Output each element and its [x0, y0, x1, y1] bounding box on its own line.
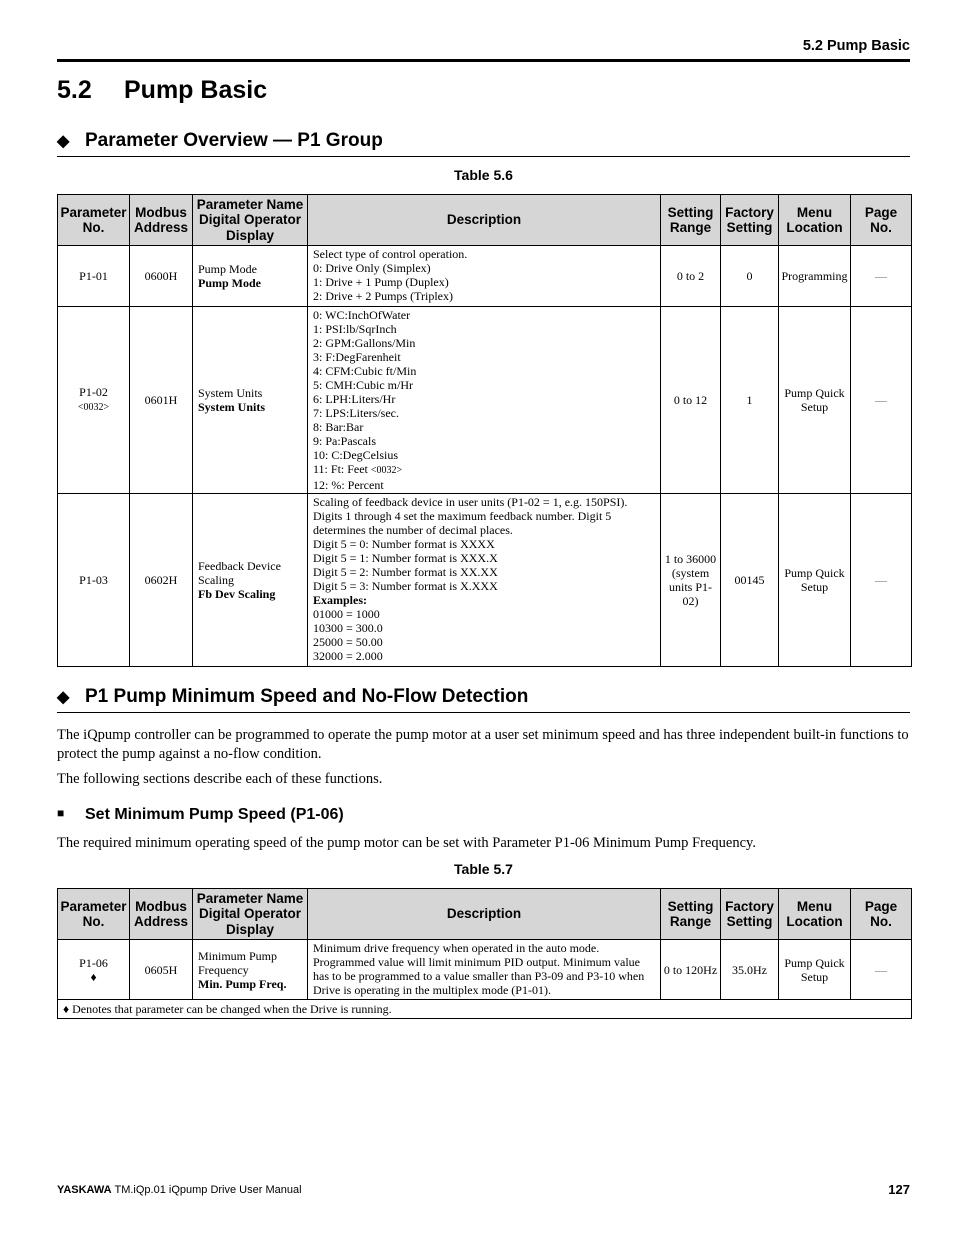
header-rule [57, 59, 910, 62]
header-param-no: Parameter No. [58, 889, 130, 940]
page-no: — [851, 940, 912, 1000]
table-row [58, 307, 912, 494]
modbus-address: 0600H [130, 246, 193, 307]
header-param-name: Parameter Name Digital Operator Display [193, 195, 308, 246]
header-param-name: Parameter Name Digital Operator Display [193, 889, 308, 940]
table-5-7-caption: Table 5.7 [454, 861, 513, 877]
setting-range: 0 to 2 [661, 246, 721, 307]
header-description: Description [308, 195, 661, 246]
setting-range: 0 to 120Hz [661, 940, 721, 1000]
header-param-no: Parameter No. [58, 195, 130, 246]
modbus-address: 0601H [130, 307, 193, 494]
page-no: — [851, 246, 912, 307]
header-factory-setting: Factory Setting [721, 195, 779, 246]
run-changeable-diamond-icon: ♦ [90, 969, 97, 984]
footer-manual-title: YASKAWA TM.iQp.01 iQpump Drive User Manual [57, 1184, 302, 1196]
header-menu-location: Menu Location [779, 195, 851, 246]
subsection-heading: ■ Set Minimum Pump Speed (P1-06) [57, 806, 344, 823]
running-header: 5.2 Pump Basic [802, 38, 910, 54]
param-no: P1-02 <0032> [58, 307, 130, 494]
header-page-no: Page No. [851, 889, 912, 940]
description: Scaling of feedback device in user units (P1-02 = 1, e.g. 150PSI). Digits 1 through 4 set the maximum feedback number. Digit 5 determines the number of decimal places. Digit 5 = 0: Number format is XXXX Digit 5 = 1: Number format is XXX.X Digit 5 = 2: Number format is XX.XX Digit 5 = 3: Number format is X.XXX Examples: 01000 = 1000 10300 = 300.0 25000 = 50.00 32000 = 2.000 [308, 494, 661, 667]
factory-setting: 35.0Hz [721, 940, 779, 1000]
page-title-number: 5.2 [57, 76, 92, 104]
header-modbus: Modbus Address [130, 889, 193, 940]
page-number: 127 [888, 1182, 910, 1197]
square-bullet-icon: ■ [57, 806, 65, 820]
modbus-address: 0602H [130, 494, 193, 667]
description: 0: WC:InchOfWater 1: PSI:lb/SqrInch 2: GPM:Gallons/Min 3: F:DegFarenheit 4: CFM:Cubic ft/Min 5: CMH:Cubic m/Hr 6: LPH:Liters/Hr 7: LPS:Liters/sec. 8: Bar:Bar 9: Pa:Pascals 10: C:DegCelsius 11: Ft: Feet <0032> 12: %: Percent [308, 307, 661, 494]
param-no: P1-01 [58, 246, 130, 307]
header-setting-range: Setting Range [661, 195, 721, 246]
factory-setting: 0 [721, 246, 779, 307]
paragraph: The required minimum operating speed of the pump motor can be set with Parameter P1-06 Minimum Pump Frequency. [57, 835, 756, 851]
table-row [58, 940, 912, 1000]
header-setting-range: Setting Range [661, 889, 721, 940]
diamond-bullet-icon: ◆ [57, 133, 70, 150]
section-heading-text: Parameter Overview — P1 Group [85, 130, 383, 151]
table-header-row [58, 889, 912, 940]
menu-location: Programming [779, 246, 851, 307]
page-no: — [851, 307, 912, 494]
diamond-bullet-icon: ◆ [57, 689, 70, 706]
description: Minimum drive frequency when operated in the auto mode. Programmed value will limit minimum PID output. Minimum value has to be programmed to a value smaller than P3-09 and P3-10 when Drive is operating in the multiplex mode (P1-01). [308, 940, 661, 1000]
param-name: Minimum Pump Frequency Min. Pump Freq. [193, 940, 308, 1000]
footer-brand: YASKAWA [57, 1184, 112, 1196]
header-page-no: Page No. [851, 195, 912, 246]
paragraph: The following sections describe each of these functions. [57, 771, 383, 787]
param-no: P1-03 [58, 494, 130, 667]
description: Select type of control operation. 0: Drive Only (Simplex) 1: Drive + 1 Pump (Duplex) 2: Drive + 2 Pumps (Triplex) [308, 246, 661, 307]
header-factory-setting: Factory Setting [721, 889, 779, 940]
table-footnote-row [58, 1000, 912, 1019]
section-heading-text: P1 Pump Minimum Speed and No-Flow Detection [85, 686, 529, 707]
section-heading-parameter-overview [57, 130, 910, 157]
setting-range: 1 to 36000 (system units P1-02) [661, 494, 721, 667]
table-row [58, 494, 912, 667]
param-name: Feedback Device Scaling Fb Dev Scaling [193, 494, 308, 667]
menu-location: Pump Quick Setup [779, 940, 851, 1000]
paragraph: The iQpump controller can be programmed to operate the pump motor at a user set minimum speed and has three independent built-in functions to protect the pump against a no-flow condition. [57, 727, 909, 762]
section-heading-min-speed [57, 686, 910, 713]
table-5-6-caption: Table 5.6 [454, 167, 513, 183]
header-modbus: Modbus Address [130, 195, 193, 246]
menu-location: Pump Quick Setup [779, 494, 851, 667]
param-no: P1-06 ♦ [58, 940, 130, 1000]
parameter-table-5-6 [57, 194, 912, 667]
param-name: Pump Mode Pump Mode [193, 246, 308, 307]
page-no: — [851, 494, 912, 667]
header-description: Description [308, 889, 661, 940]
header-menu-location: Menu Location [779, 889, 851, 940]
page-title-text: Pump Basic [124, 76, 268, 104]
factory-setting: 00145 [721, 494, 779, 667]
table-footnote: ♦ Denotes that parameter can be changed when the Drive is running. [58, 1000, 912, 1019]
param-name: System Units System Units [193, 307, 308, 494]
table-header-row [58, 195, 912, 246]
table-row [58, 246, 912, 307]
page-title [57, 76, 267, 105]
parameter-table-5-7 [57, 888, 912, 1019]
menu-location: Pump Quick Setup [779, 307, 851, 494]
modbus-address: 0605H [130, 940, 193, 1000]
factory-setting: 1 [721, 307, 779, 494]
setting-range: 0 to 12 [661, 307, 721, 494]
